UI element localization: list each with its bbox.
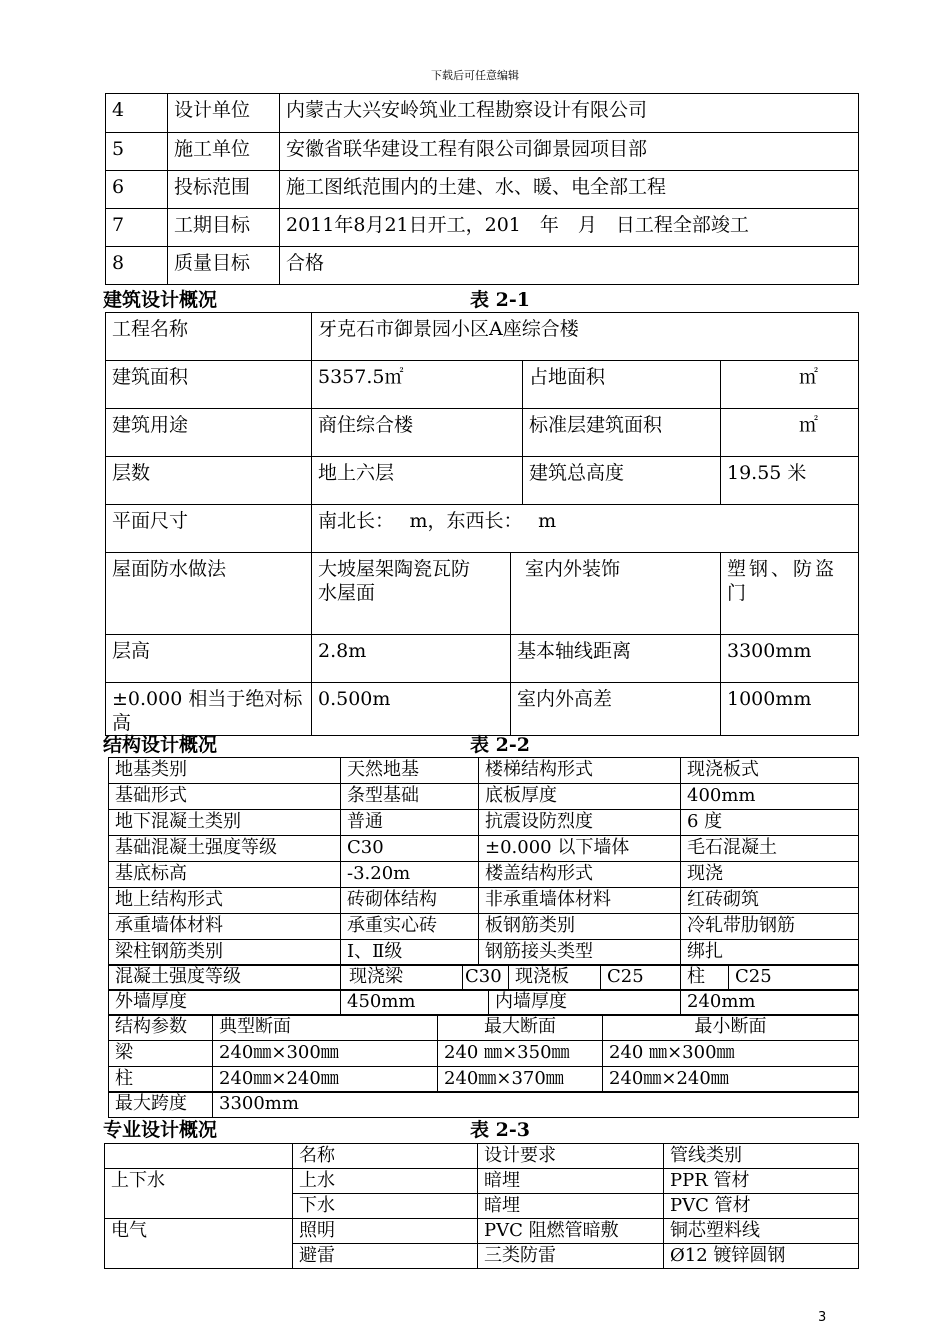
page-number: 3 [818, 1310, 827, 1325]
row-number: 5 [106, 133, 168, 171]
table-row [106, 409, 859, 457]
row-number: 6 [106, 171, 168, 209]
field-label: 楼盖结构形式 [479, 862, 681, 888]
field-value: 3300mm [721, 635, 859, 683]
header-cell [105, 1144, 293, 1169]
item-value: 施工图纸范围内的土建、水、暖、电全部工程 [280, 171, 859, 209]
field-label: 最大跨度 [109, 1092, 213, 1118]
field-label: 楼梯结构形式 [479, 758, 681, 784]
field-value: C25 [729, 965, 859, 991]
field-value: C30 [463, 965, 509, 991]
field-label: 柱 [109, 1067, 213, 1093]
table-row [109, 1067, 859, 1093]
item-label: 投标范围 [168, 171, 280, 209]
row-number: 8 [106, 247, 168, 285]
field-value: 19.55 米 [721, 457, 859, 505]
pipe-type: PPR 管材 [664, 1169, 859, 1194]
field-value: 绑扎 [681, 940, 859, 966]
field-value: 240mm [681, 990, 859, 1016]
field-label: 基础形式 [109, 784, 341, 810]
field-value: 5357.5㎡ [312, 361, 523, 409]
field-value: ㎡ [721, 409, 859, 457]
table-row [105, 1169, 859, 1194]
top-note: 下载后可任意编辑 [431, 69, 519, 82]
table-row [109, 836, 859, 862]
field-value: 天然地基 [341, 758, 479, 784]
structure-table [108, 757, 858, 1117]
field-value: 普通 [341, 810, 479, 836]
params-header: 典型断面 [213, 1015, 438, 1041]
field-value: 3300mm [213, 1092, 859, 1118]
mep-table [104, 1143, 859, 1269]
field-value: 现浇 [681, 862, 859, 888]
item-name: 下水 [293, 1194, 478, 1219]
field-value: 6 度 [681, 810, 859, 836]
table-row [105, 1144, 859, 1169]
item-label: 工期目标 [168, 209, 280, 247]
field-label: ±0.000 以下墙体 [479, 836, 681, 862]
header-cell: 管线类别 [664, 1144, 859, 1169]
table-row [109, 940, 859, 966]
table-row [106, 457, 859, 505]
pipe-type: Ø12 镀锌圆钢 [664, 1244, 859, 1269]
field-label: 梁柱钢筋类别 [109, 940, 341, 966]
field-value: 240㎜×300㎜ [213, 1041, 438, 1067]
field-value: 400mm [681, 784, 859, 810]
field-label: 内墙厚度 [489, 990, 681, 1016]
field-label: 地上结构形式 [109, 888, 341, 914]
field-label: 建筑面积 [106, 361, 312, 409]
field-label: 底板厚度 [479, 784, 681, 810]
item-label: 施工单位 [168, 133, 280, 171]
item-value: 合格 [280, 247, 859, 285]
table-row [105, 1219, 859, 1244]
field-label: 屋面防水做法 [106, 553, 312, 635]
table-row [109, 862, 859, 888]
field-label: 室内外高差 [511, 683, 721, 736]
field-label: 柱 [681, 965, 729, 991]
field-value: 现浇板式 [681, 758, 859, 784]
field-label: ±0.000 相当于绝对标高 [106, 683, 312, 736]
field-label: 板钢筋类别 [479, 914, 681, 940]
header-cell: 设计要求 [478, 1144, 664, 1169]
field-label: 非承重墙体材料 [479, 888, 681, 914]
table-row [109, 888, 859, 914]
design-requirement: 三类防雷 [478, 1244, 664, 1269]
field-value: 牙克石市御景园小区A座综合楼 [312, 313, 859, 361]
header-cell: 名称 [293, 1144, 478, 1169]
field-value: 0.500m [312, 683, 511, 736]
field-label: 建筑总高度 [523, 457, 721, 505]
item-name: 避雷 [293, 1244, 478, 1269]
table-row [106, 505, 859, 553]
field-value: 红砖砌筑 [681, 888, 859, 914]
structure-grid [108, 757, 859, 966]
params-header: 最小断面 [603, 1015, 859, 1041]
table-row [109, 1092, 859, 1118]
field-label: 外墙厚度 [109, 990, 341, 1016]
field-value: 240㎜×240㎜ [213, 1067, 438, 1093]
field-value: 1000mm [721, 683, 859, 736]
field-value: 冷轧带肋钢筋 [681, 914, 859, 940]
field-label: 地基类别 [109, 758, 341, 784]
field-value: 240㎜×240㎜ [603, 1067, 859, 1093]
field-label: 现浇梁 [341, 965, 463, 991]
field-label: 占地面积 [523, 361, 721, 409]
table-number: 表 2-1 [470, 289, 530, 311]
field-label: 基础混凝土强度等级 [109, 836, 341, 862]
row-number: 4 [106, 94, 168, 133]
table-row [109, 810, 859, 836]
field-value: 240 ㎜×300㎜ [603, 1041, 859, 1067]
table-row [109, 990, 859, 1016]
field-value: 南北长： m，东西长： m [312, 505, 859, 553]
item-name: 照明 [293, 1219, 478, 1244]
table-row [106, 171, 859, 209]
wall-thickness-row [108, 989, 859, 1016]
section-title-mep: 专业设计概况 [103, 1119, 218, 1141]
field-label: 基本轴线距离 [511, 635, 721, 683]
table-row [106, 313, 859, 361]
architecture-table [105, 312, 859, 736]
pipe-type: 铜芯塑料线 [664, 1219, 859, 1244]
item-value: 2011年8月21日开工，201 年 月 日工程全部竣工 [280, 209, 859, 247]
field-label: 室内外装饰 [511, 553, 721, 635]
field-value: 地上六层 [312, 457, 523, 505]
max-span-row [108, 1091, 859, 1118]
field-label: 标准层建筑面积 [523, 409, 721, 457]
field-label: 混凝土强度等级 [109, 965, 341, 991]
design-requirement: 暗埋 [478, 1169, 664, 1194]
table-row [106, 361, 859, 409]
field-value: 毛石混凝土 [681, 836, 859, 862]
table-row [106, 133, 859, 171]
field-label: 平面尺寸 [106, 505, 312, 553]
field-value: 240㎜×370㎜ [438, 1067, 603, 1093]
table-row [109, 758, 859, 784]
table-row [109, 965, 859, 991]
item-label: 设计单位 [168, 94, 280, 133]
item-name: 上水 [293, 1169, 478, 1194]
field-value: 塑钢、防盗门 [721, 553, 859, 635]
item-value: 内蒙古大兴安岭筑业工程勘察设计有限公司 [280, 94, 859, 133]
field-label: 地下混凝土类别 [109, 810, 341, 836]
field-label: 抗震设防烈度 [479, 810, 681, 836]
field-value: C25 [601, 965, 681, 991]
field-label: 层高 [106, 635, 312, 683]
field-label: 梁 [109, 1041, 213, 1067]
field-value: 大坡屋架陶瓷瓦防水屋面 [312, 553, 511, 635]
table-number: 表 2-2 [470, 734, 530, 756]
concrete-grade-row [108, 964, 859, 991]
table-row [109, 1015, 859, 1041]
field-value: Ⅰ、Ⅱ级 [341, 940, 479, 966]
table-row [106, 553, 859, 635]
field-value: C30 [341, 836, 479, 862]
params-header: 结构参数 [109, 1015, 213, 1041]
field-label: 基底标高 [109, 862, 341, 888]
field-value: 商住综合楼 [312, 409, 523, 457]
row-number: 7 [106, 209, 168, 247]
field-label: 建筑用途 [106, 409, 312, 457]
table-row [106, 94, 859, 133]
field-label: 承重墙体材料 [109, 914, 341, 940]
section-title-structure: 结构设计概况 [103, 734, 218, 756]
design-requirement: 暗埋 [478, 1194, 664, 1219]
field-value: 240 ㎜×350㎜ [438, 1041, 603, 1067]
item-label: 质量目标 [168, 247, 280, 285]
field-value: 2.8m [312, 635, 511, 683]
field-value: ㎡ [721, 361, 859, 409]
table-row [109, 784, 859, 810]
category-label: 电气 [105, 1219, 293, 1269]
pipe-type: PVC 管材 [664, 1194, 859, 1219]
field-value: 450mm [341, 990, 489, 1016]
project-info-table [105, 93, 859, 285]
table-row [106, 635, 859, 683]
category-label: 上下水 [105, 1169, 293, 1219]
structure-params [108, 1014, 859, 1093]
field-label: 钢筋接头类型 [479, 940, 681, 966]
item-value: 安徽省联华建设工程有限公司御景园项目部 [280, 133, 859, 171]
table-row [106, 683, 859, 736]
field-value: 承重实心砖 [341, 914, 479, 940]
field-label: 工程名称 [106, 313, 312, 361]
table-row [109, 1041, 859, 1067]
table-number: 表 2-3 [470, 1119, 530, 1141]
params-header: 最大断面 [438, 1015, 603, 1041]
section-title-architecture: 建筑设计概况 [103, 289, 218, 311]
field-value: -3.20m [341, 862, 479, 888]
field-label: 层数 [106, 457, 312, 505]
field-value: 砖砌体结构 [341, 888, 479, 914]
table-row [106, 209, 859, 247]
field-label: 现浇板 [509, 965, 601, 991]
table-row [109, 914, 859, 940]
table-row [106, 247, 859, 285]
field-value: 条型基础 [341, 784, 479, 810]
design-requirement: PVC 阻燃管暗敷 [478, 1219, 664, 1244]
